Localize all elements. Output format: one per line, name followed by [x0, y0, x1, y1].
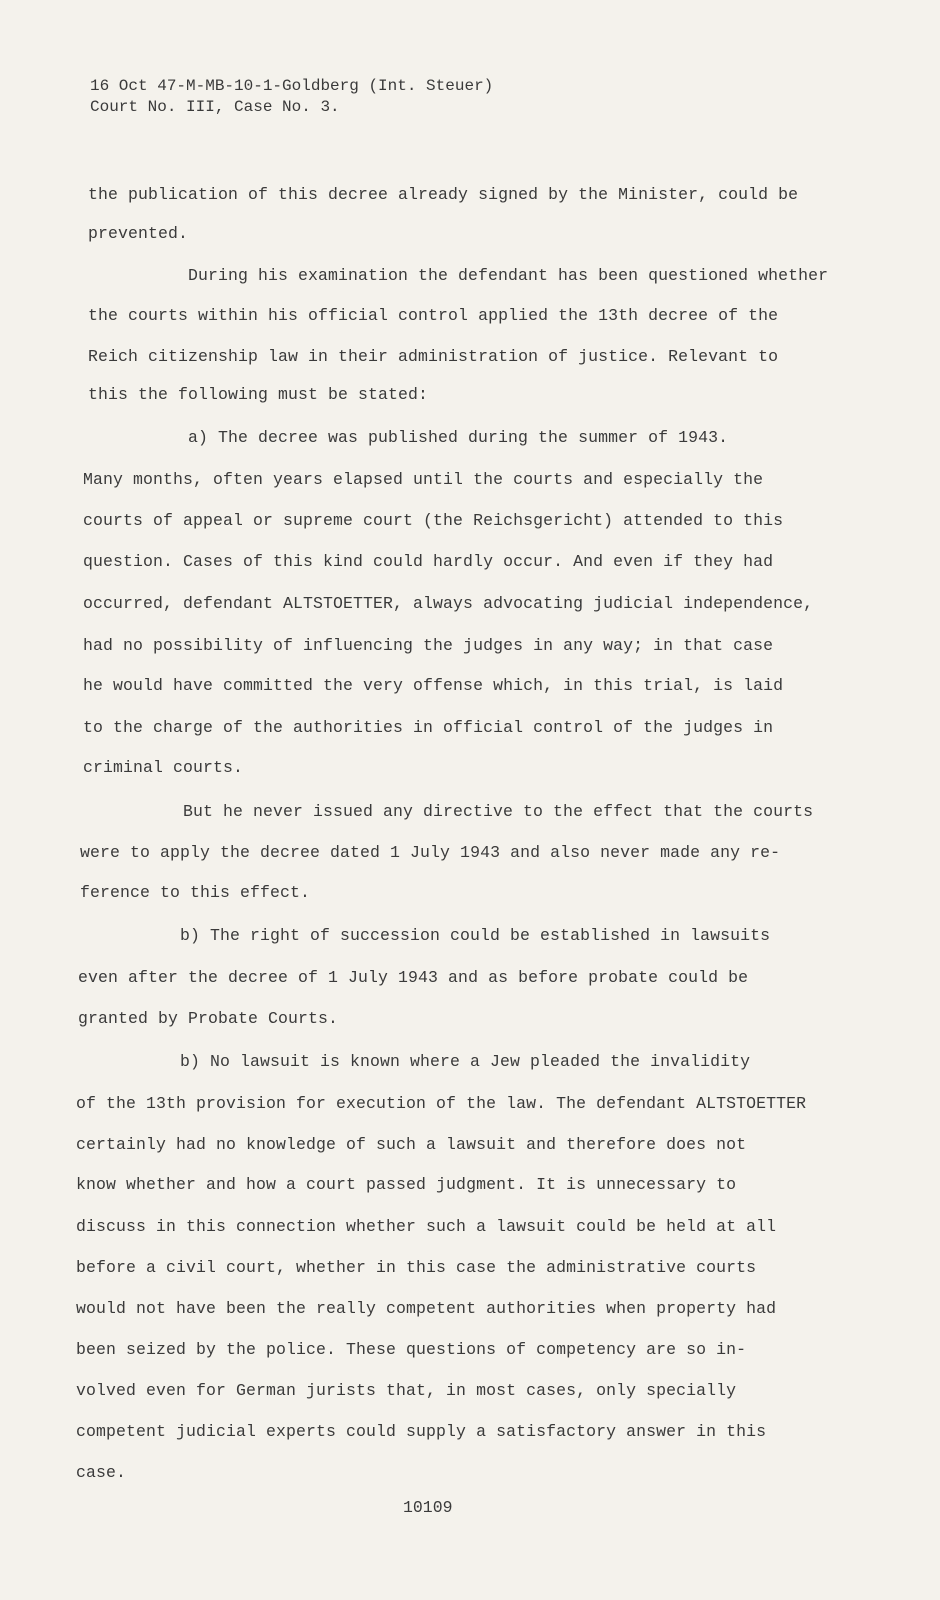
text-line: prevented. — [88, 224, 189, 243]
document-header — [90, 76, 493, 118]
header-reference-line: 16 Oct 47-M-MB-10-1-Goldberg (Int. Steuer) — [90, 77, 494, 95]
text-line: been seized by the police. These questions of competency are so in- — [76, 1340, 747, 1359]
text-line: ference to this effect. — [80, 883, 311, 902]
page-number: 10109 — [403, 1498, 453, 1517]
text-line: b) No lawsuit is known where a Jew pleaded the invalidity — [180, 1052, 751, 1071]
text-line: Reich citizenship law in their administration of justice. Relevant to — [88, 347, 779, 366]
text-line: before a civil court, whether in this case the administrative courts — [76, 1258, 757, 1277]
text-line: volved even for German jurists that, in most cases, only specially — [76, 1381, 737, 1400]
text-line: question. Cases of this kind could hardly occur. And even if they had — [83, 552, 774, 571]
text-line: to the charge of the authorities in official control of the judges in — [83, 718, 774, 737]
text-line: the publication of this decree already signed by the Minister, could be — [88, 185, 799, 204]
text-line: courts of appeal or supreme court (the Reichsgericht) attended to this — [83, 511, 784, 530]
text-line: Many months, often years elapsed until the courts and especially the — [83, 470, 764, 489]
text-line: b) The right of succession could be established in lawsuits — [180, 926, 771, 945]
text-line: of the 13th provision for execution of the law. The defendant ALTSTOETTER — [76, 1094, 807, 1113]
text-line: even after the decree of 1 July 1943 and as before probate could be — [78, 968, 749, 987]
text-line: know whether and how a court passed judgment. It is unnecessary to — [76, 1175, 737, 1194]
header-court-line: Court No. III, Case No. 3. — [90, 98, 340, 116]
text-line: the courts within his official control applied the 13th decree of the — [88, 306, 779, 325]
text-line: During his examination the defendant has been questioned whether — [188, 266, 829, 285]
text-line: would not have been the really competent authorities when property had — [76, 1299, 777, 1318]
text-line: a) The decree was published during the summer of 1943. — [188, 428, 729, 447]
text-line: competent judicial experts could supply a satisfactory answer in this — [76, 1422, 767, 1441]
text-line: he would have committed the very offense which, in this trial, is laid — [83, 676, 784, 695]
text-line: were to apply the decree dated 1 July 1943 and also never made any re- — [80, 843, 781, 862]
text-line: occurred, defendant ALTSTOETTER, always advocating judicial independence, — [83, 594, 814, 613]
text-line: granted by Probate Courts. — [78, 1009, 339, 1028]
text-line: case. — [76, 1463, 127, 1482]
text-line: criminal courts. — [83, 758, 244, 777]
text-line: had no possibility of influencing the judges in any way; in that case — [83, 636, 774, 655]
text-line: discuss in this connection whether such a lawsuit could be held at all — [76, 1217, 777, 1236]
text-line: this the following must be stated: — [88, 385, 429, 404]
text-line: But he never issued any directive to the effect that the courts — [183, 802, 814, 821]
text-line: certainly had no knowledge of such a lawsuit and therefore does not — [76, 1135, 747, 1154]
